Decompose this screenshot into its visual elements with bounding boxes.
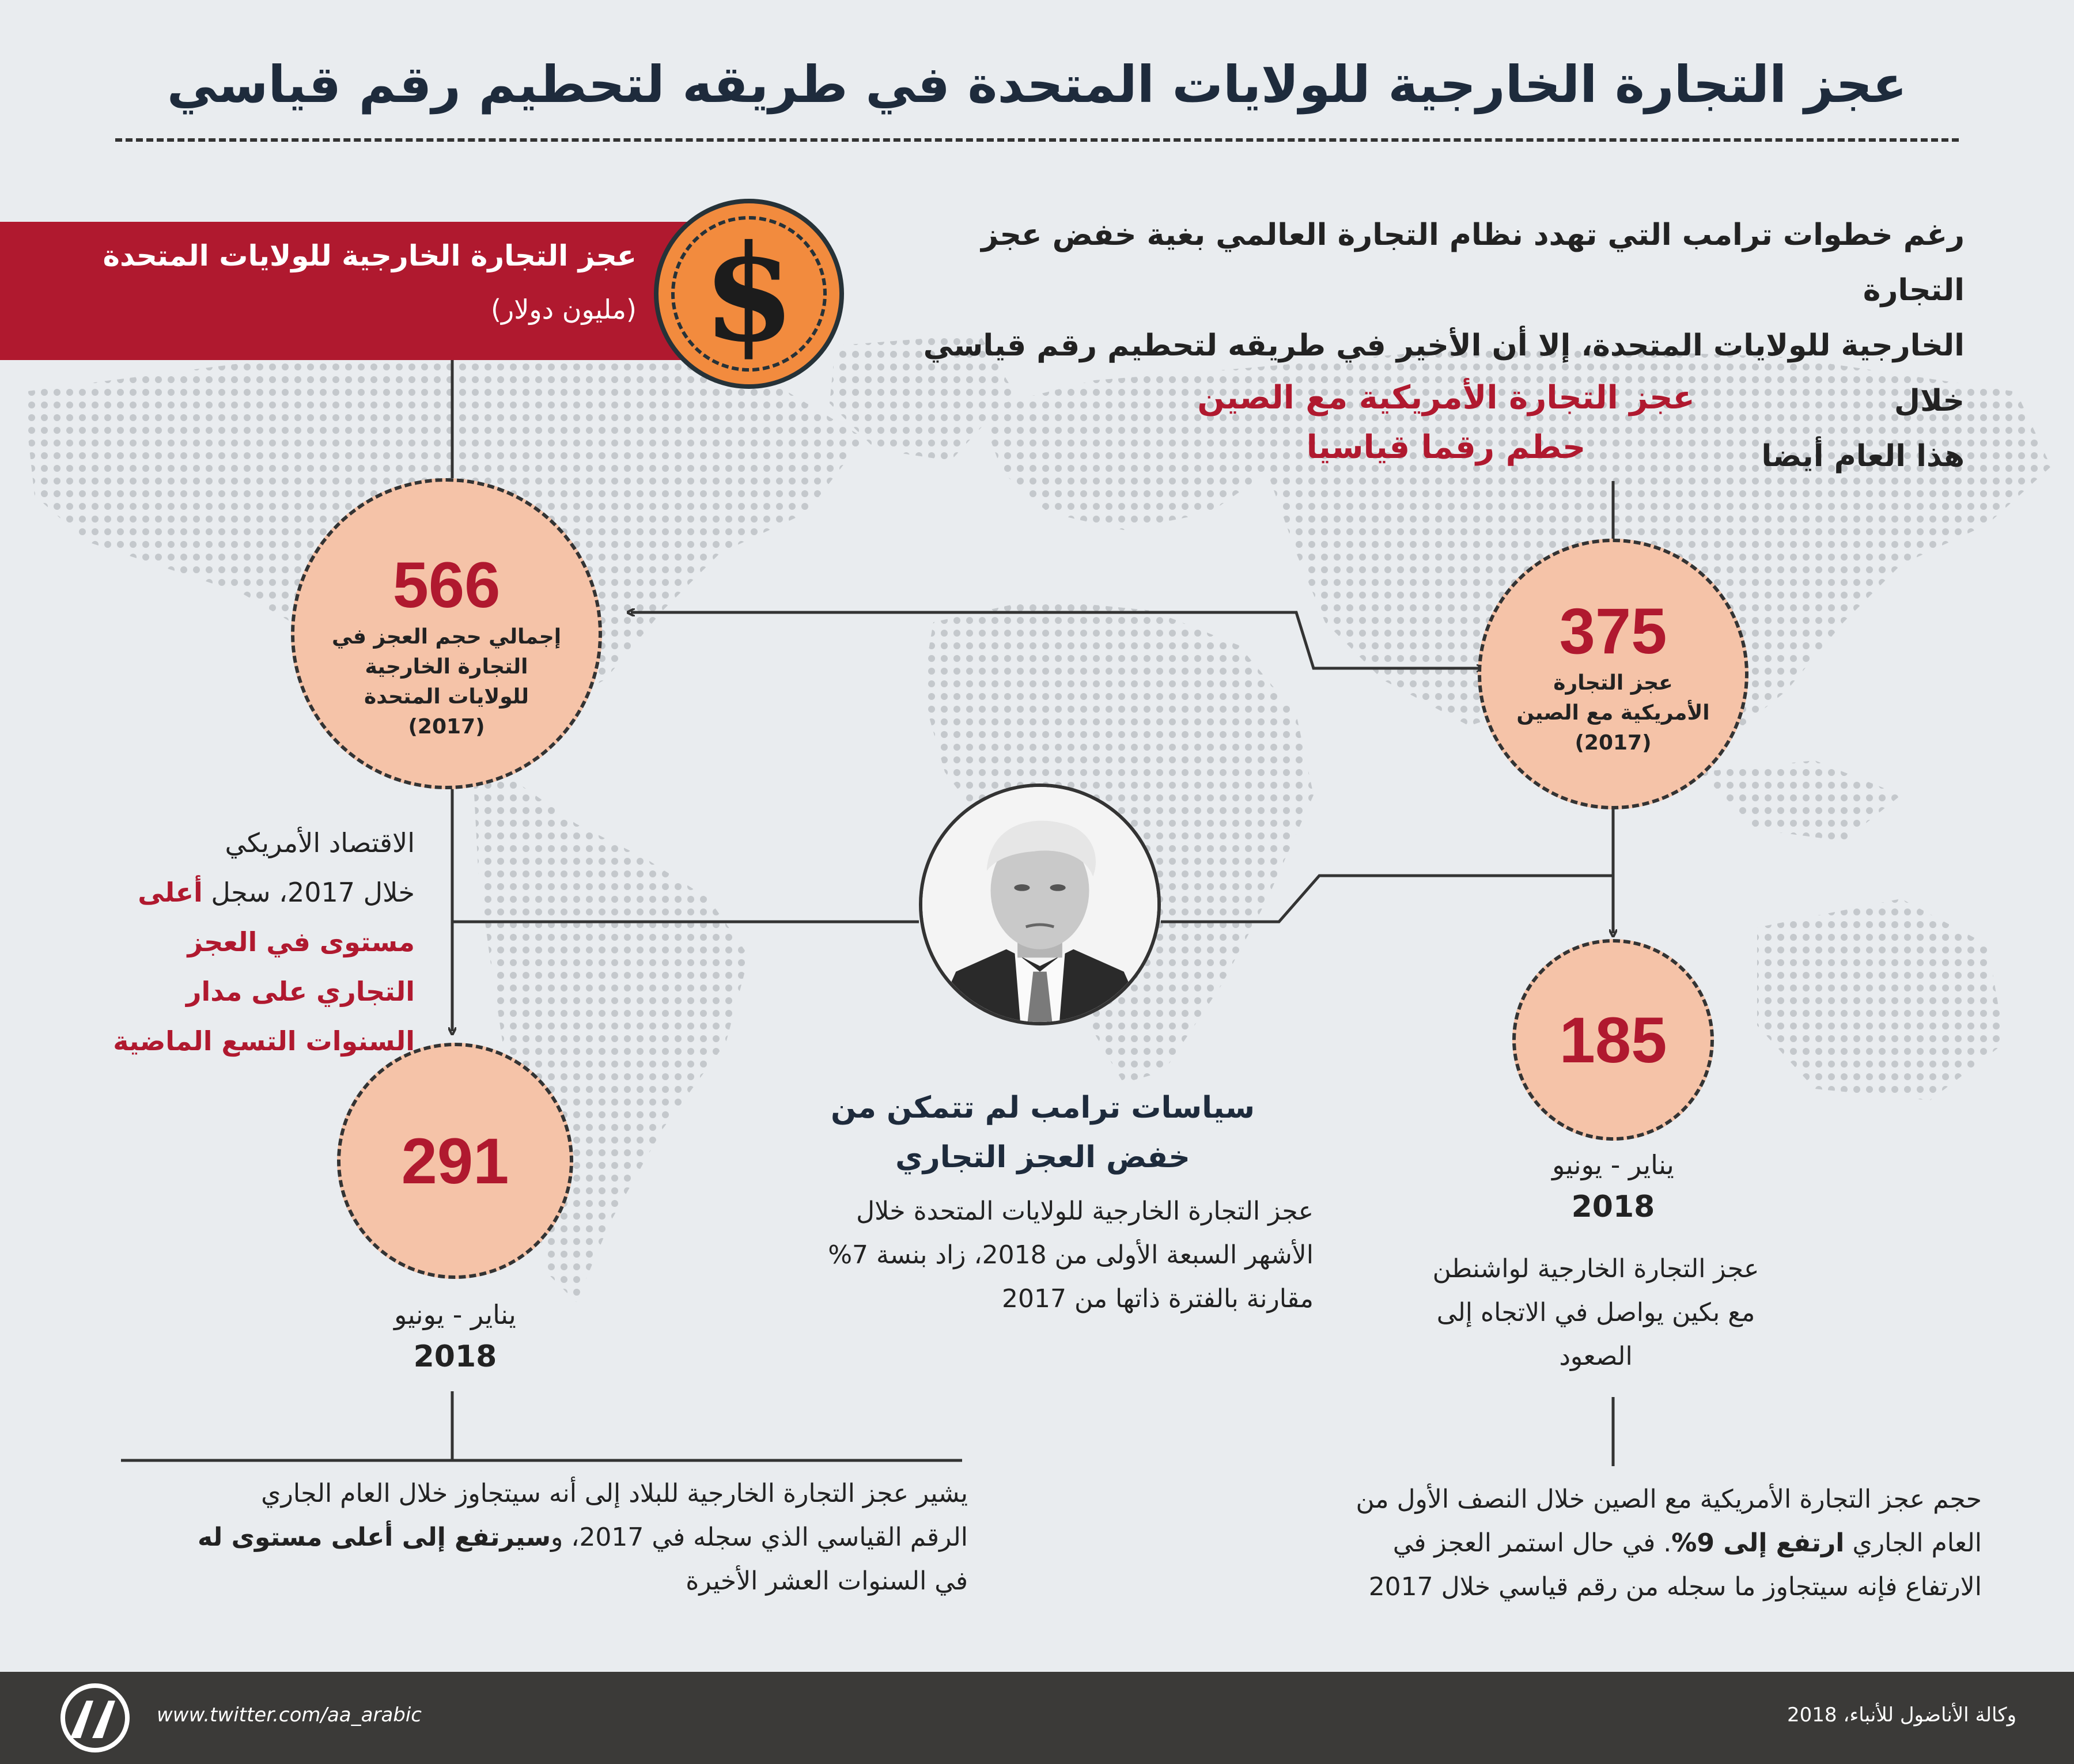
total-deficit-label-3: للولايات المتحدة [364,685,529,709]
bottom-left-line-3: في السنوات العشر الأخيرة [686,1566,968,1596]
bottom-right-line-2: العام الجاري ارتفع إلى 9%. في حال استمر العجز في [1392,1528,1982,1558]
us-h1-year: 2018 [413,1339,497,1374]
bottom-left-paragraph [115,1472,968,1603]
footer-bar [0,1672,2074,1764]
circle-total-deficit-2017 [291,478,602,789]
trump-heading-line-2: خفض العجز التجاري [895,1140,1190,1175]
china-deficit-label-1: عجز التجارة [1553,671,1673,695]
economy-note [69,818,415,1066]
total-deficit-year: (2017) [408,715,485,739]
china-deficit-value: 375 [1559,595,1667,667]
agency-credit: وكالة الأناضول للأنباء، 2018 [1787,1704,2016,1727]
circle-us-deficit-h1-2018 [337,1043,573,1279]
intro-line-2: الخارجية للولايات المتحدة، إلا أن الأخير في طريقه لتحطيم رقم قياسي خلال [923,328,1965,418]
china-h1-year: 2018 [1571,1190,1655,1224]
total-deficit-label-2: التجارة الخارجية [365,655,528,679]
china-heading-line-2: حطم رقما قياسيا [1306,429,1586,466]
aa-logo-icon [58,1683,133,1752]
china-note-line-1: عجز التجارة الخارجية لواشنطن [1432,1254,1759,1284]
trump-heading [830,1083,1256,1182]
trump-portrait-icon [919,783,1161,1025]
bottom-right-paragraph [1256,1478,1982,1609]
china-h1-period: يناير - يونيو [1552,1149,1674,1180]
trump-paragraph-line-2: الأشهر السبعة الأولى من 2018، زاد بنسة 7% [828,1240,1314,1270]
bottom-left-line-2: الرقم القياسي الذي سجله في 2017، وسيرتفع إلى أعلى مستوى له [198,1523,968,1552]
intro-line-3: هذا العام أيضا [1761,439,1965,474]
trump-heading-line-1: سياسات ترامب لم تتمكن من [830,1091,1255,1125]
banner-title: عجز التجارة الخارجية للولايات المتحدة [103,239,637,272]
china-trend-note [1394,1247,1797,1379]
china-heading-line-1: عجز التجارة الأمريكية مع الصين [1197,379,1695,417]
china-deficit-label-2: الأمريكية مع الصين [1516,701,1710,725]
intro-line-1: رغم خطوات ترامب التي تهدد نظام التجارة العالمي بغية خفض عجز التجارة [981,218,1965,308]
total-deficit-value: 566 [392,549,501,621]
banner-subtitle: (مليون دولار) [491,294,637,325]
page-title: عجز التجارة الخارجية للولايات المتحدة في طريقه لتحطيم رقم قياسي [166,55,1908,114]
dollar-symbol: $ [702,216,796,372]
bottom-right-line-1: حجم عجز التجارة الأمريكية مع الصين خلال النصف الأول من [1356,1485,1982,1514]
china-deficit-year: (2017) [1575,731,1652,755]
us-h1-period: يناير - يونيو [394,1299,516,1330]
economy-note-line-4: التجاري على مدار [186,976,415,1007]
economy-note-line-5: السنوات التسع الماضية [113,1025,415,1057]
twitter-link[interactable]: www.twitter.com/aa_arabic [157,1704,422,1727]
total-deficit-label-1: إجمالي حجم العجز في [331,625,562,649]
bottom-left-line-1: يشير عجز التجارة الخارجية للبلاد إلى أنه سيتجاوز خلال العام الجاري [261,1479,968,1508]
china-h1-2018-value: 185 [1559,1004,1667,1076]
china-record-heading [1043,373,1849,472]
trump-paragraph-line-1: عجز التجارة الخارجية للولايات المتحدة خلال [856,1197,1314,1226]
circle-china-deficit-2017 [1478,539,1748,809]
trump-paragraph [795,1190,1314,1321]
economy-note-line-3: مستوى في العجز [187,926,415,957]
dollar-coin-icon [654,199,844,389]
economy-note-line-1: الاقتصاد الأمريكي [225,827,415,858]
circle-china-deficit-h1-2018 [1512,939,1714,1141]
us-h1-2018-value: 291 [401,1125,509,1197]
trump-paragraph-line-3: مقارنة بالفترة ذاتها من 2017 [1002,1284,1314,1313]
china-note-line-3: الصعود [1559,1342,1633,1371]
economy-note-line-2: خلال 2017، سجل أعلى [138,877,415,908]
china-note-line-2: مع بكين يواصل في الاتجاه إلى [1436,1298,1755,1327]
bottom-right-line-3: الارتفاع فإنه سيتجاوز ما سجله من رقم قياسي خلال 2017 [1368,1572,1982,1602]
